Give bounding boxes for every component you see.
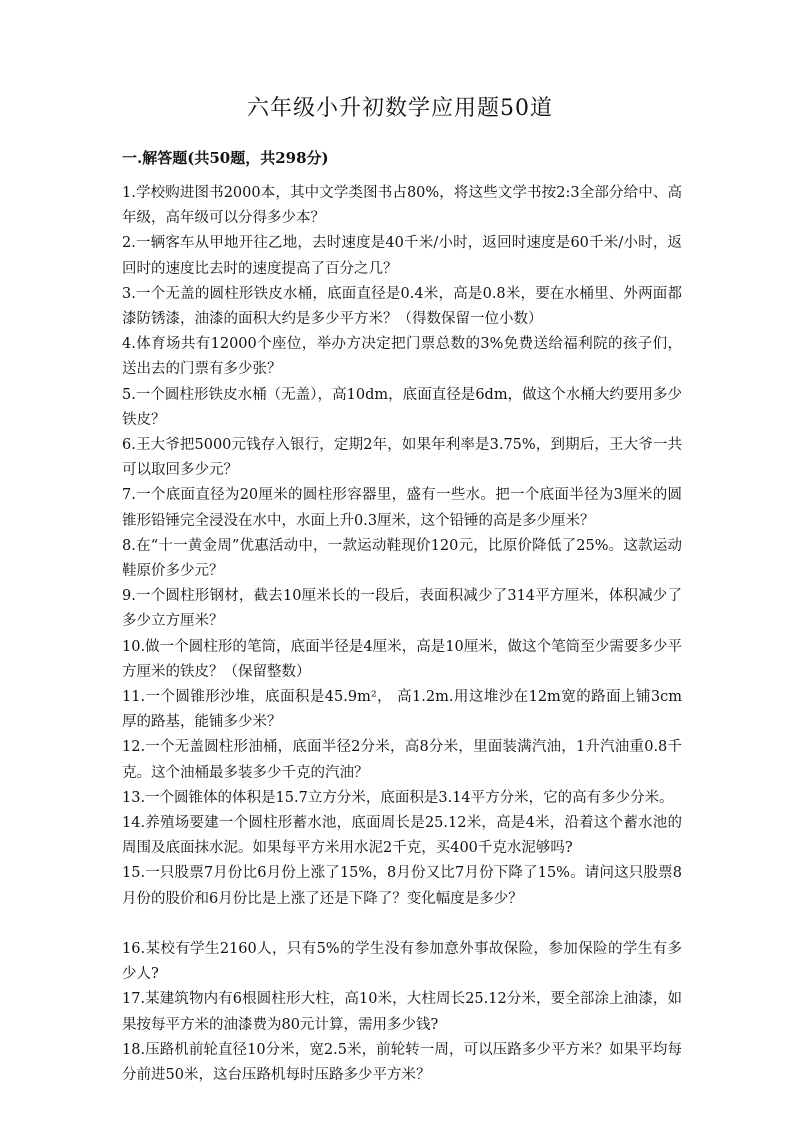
question-item: 10.做一个圆柱形的笔筒，底面半径是4厘米，高是10厘米，做这个笔筒至少需要多少平方厘米的铁皮？（保留整数） [122, 638, 682, 680]
question-item: 13.一个圆锥体的体积是15.7立方分米，底面积是3.14平方分米，它的高有多少分米。 [122, 789, 674, 806]
question-item: 9.一个圆柱形钢材，截去10厘米长的一段后，表面积减少了314平方厘米，体积减少了多少立方厘米？ [122, 588, 682, 630]
question-item: 6.王大爷把5000元钱存入银行，定期2年，如果年利率是3.75%，到期后，王大爷一共可以取回多少元？ [122, 437, 682, 479]
question-item: 12.一个无盖圆柱形油桶，底面半径2分米，高8分米，里面装满汽油，1升汽油重0.8千克。这个油桶最多装多少千克的汽油？ [122, 739, 682, 781]
question-item: 15.一只股票7月份比6月份上涨了15%，8月份又比7月份下降了15%。请问这只股票8月份的股价和6月份比是上涨了还是下降了？变化幅度是多少？ [122, 865, 682, 907]
question-item: 8.在“十一黄金周”优惠活动中，一款运动鞋现价120元，比原价降低了25%。这款运动鞋原价多少元？ [122, 537, 682, 580]
question-item: 7.一个底面直径为20厘米的圆柱形容器里，盛有一些水。把一个底面半径为3厘米的圆锥形铅锤完全浸没在水中，水面上升0.3厘米，这个铅锤的高是多少厘米？ [122, 487, 682, 529]
question-item: 14.养殖场要建一个圆柱形蓄水池，底面周长是25.12米，高是4米，沿着这个蓄水池的周围及底面抹水泥。如果每平方米用水泥2千克，买400千克水泥够吗? [122, 815, 682, 857]
question-item: 4.体育场共有12000个座位，举办方决定把门票总数的3%免费送给福利院的孩子们，送出去的门票有多少张？ [122, 336, 682, 378]
question-item: 5.一个圆柱形铁皮水桶（无盖），高10dm，底面直径是6dm，做这个水桶大约要用多少铁皮？ [122, 386, 682, 428]
question-item: 1.学校购进图书2000本，其中文学类图书占80%，将这些文学书按2:3全部分给中、高年级，高年级可以分得多少本？ [122, 185, 682, 227]
question-item: 18.压路机前轮直径10分米，宽2.5米，前轮转一周，可以压路多少平方米？如果平均每分前进50米，这台压路机每时压路多少平方米？ [122, 1041, 682, 1083]
question-item: 3.一个无盖的圆柱形铁皮水桶，底面直径是0.4米，高是0.8米，要在水桶里、外两面都漆防锈漆，油漆的面积大约是多少平方米？（得数保留一位小数） [122, 285, 682, 328]
question-item: 11.一个圆锥形沙堆，底面积是45.9m²， 高1.2m.用这堆沙在12m宽的路面上铺3cm厚的路基，能铺多少米？ [122, 689, 682, 731]
question-item: 17.某建筑物内有6根圆柱形大柱，高10米，大柱周长25.12分米，要全部涂上油漆，如果按每平方米的油漆费为80元计算，需用多少钱? [122, 991, 682, 1033]
question-item: 2.一辆客车从甲地开往乙地，去时速度是40千米/小时，返回时速度是60千米/小时，返回时的速度比去时的速度提高了百分之几？ [122, 235, 682, 277]
question-item: 16.某校有学生2160人，只有5%的学生没有参加意外事故保险，参加保险的学生有多少人? [122, 940, 682, 983]
document-title: 六年级小升初数学应用题50道 [247, 96, 553, 121]
section-heading: 一.解答题(共50题，共298分) [122, 149, 329, 167]
question-list [122, 181, 682, 1088]
